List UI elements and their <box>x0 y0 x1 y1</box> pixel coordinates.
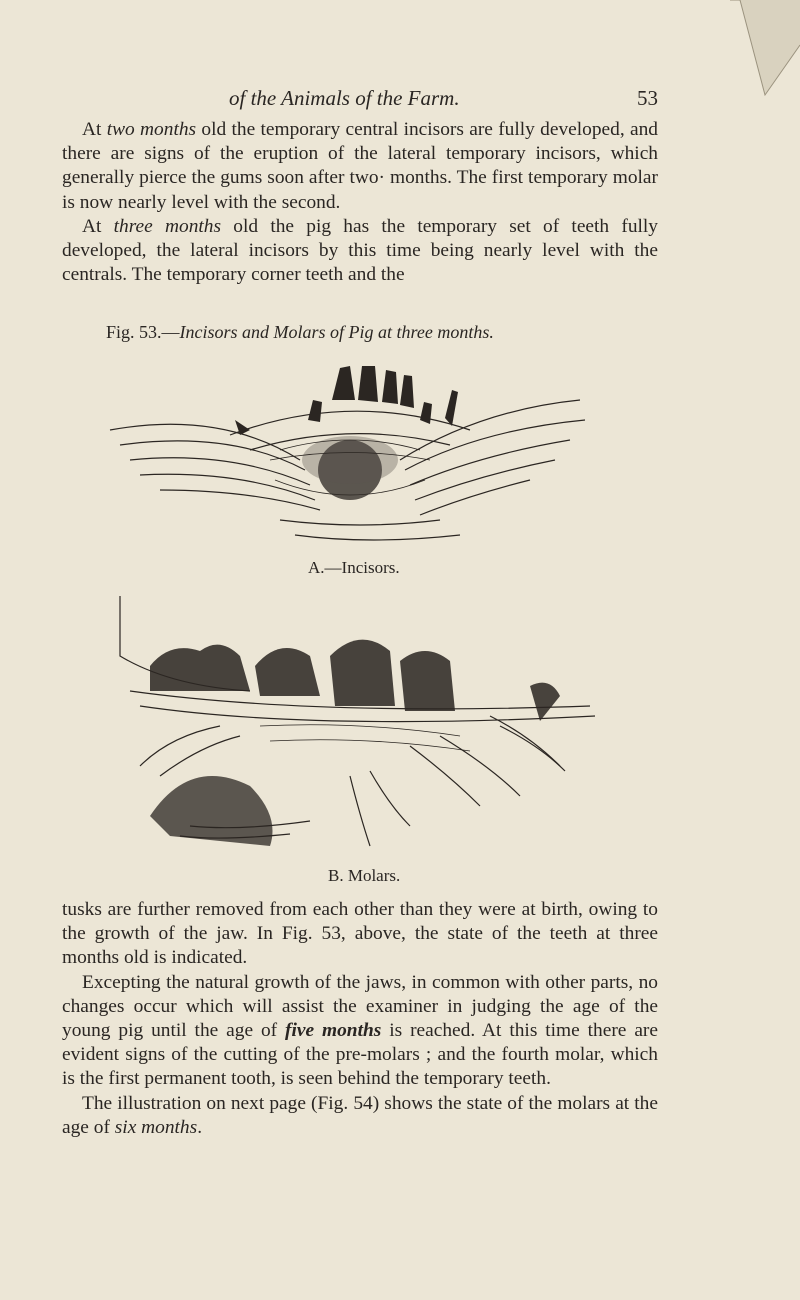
paragraph: At three months old the pig has the temporary set of teeth fully developed, the lateral incisors by this time being nearly level with the centrals. The temporary corner teeth and the <box>62 215 658 286</box>
running-title: of the Animals of the Farm. <box>229 86 460 110</box>
figure-label-a: A.—Incisors. <box>308 558 400 577</box>
paragraph: Excepting the natural growth of the jaws, in common with other parts, no changes occur which will assist the examiner in judging the age of the young pig until the age of five months is reached. At this time there are evident signs of the cutting of the pre-molars ; and the fourth molar, which is the first permanent tooth, is seen behind the temporary teeth. <box>62 971 658 1090</box>
page-corner-fold <box>730 0 800 110</box>
text-block-top <box>62 118 658 287</box>
incisors-illustration <box>100 360 600 560</box>
molars-illustration <box>110 596 620 866</box>
paragraph: tusks are further removed from each other than they were at birth, owing to the growth of the jaw. In Fig. 53, above, the state of the teeth at three months old is indicated. <box>62 899 658 969</box>
figure-caption: Fig. 53.—Incisors and Molars of Pig at three months. <box>106 322 494 342</box>
paragraph: At two months old the temporary central incisors are fully developed, and there are signs of the eruption of the lateral temporary incisors, which generally pierce the gums soon after two· months. The first temporary molar is now nearly level with the second. <box>62 119 658 213</box>
figure-label-b: B. Molars. <box>328 866 401 885</box>
paragraph: The illustration on next page (Fig. 54) shows the state of the molars at the age of six months. <box>62 1092 658 1138</box>
page-number: 53 <box>637 86 658 110</box>
text-block-bottom <box>62 898 658 1140</box>
